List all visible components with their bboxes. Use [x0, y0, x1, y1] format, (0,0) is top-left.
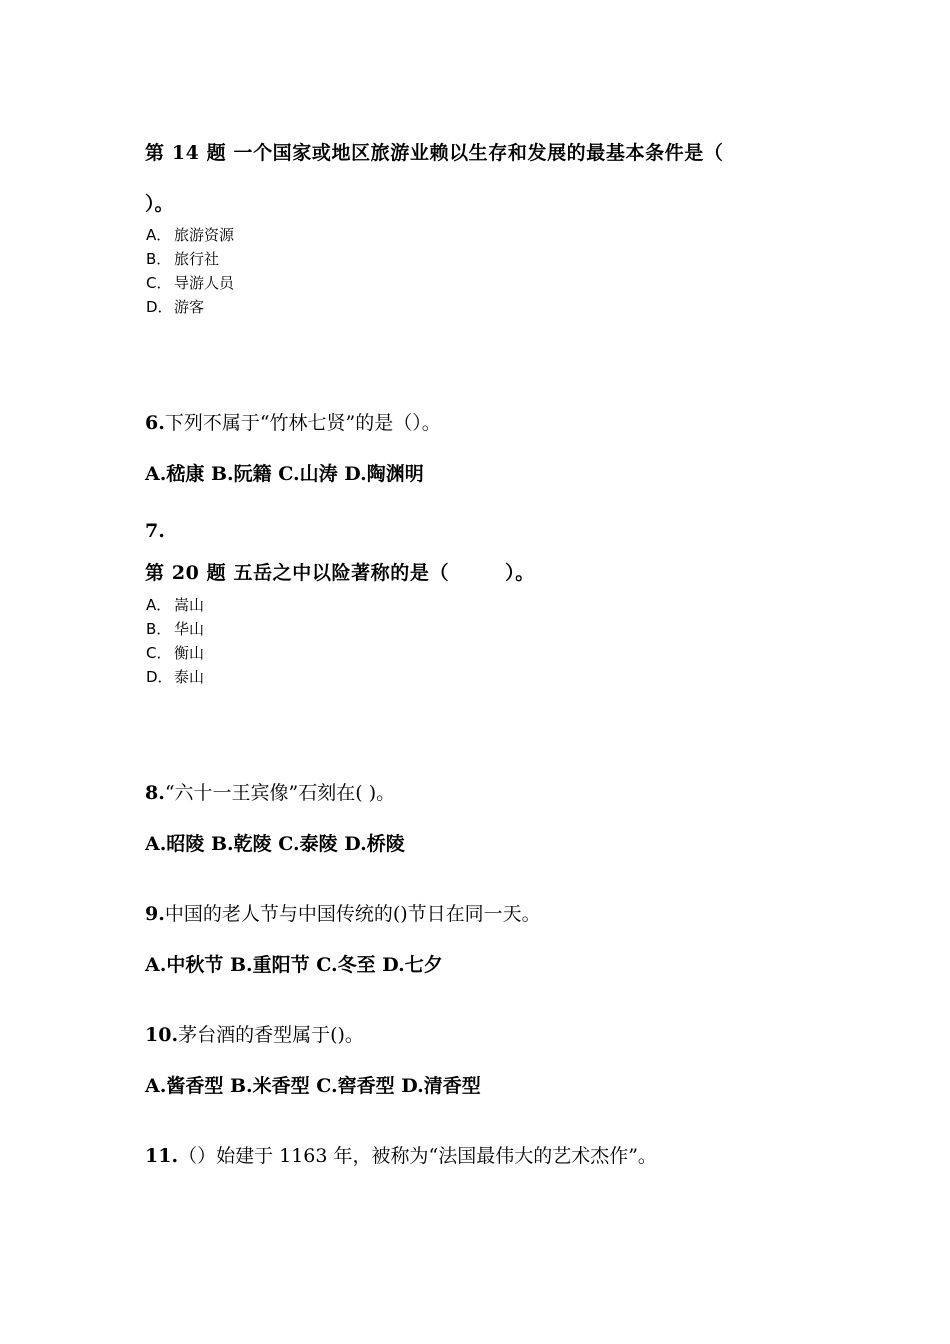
q14-option-d: D．游客 — [146, 298, 205, 316]
q14-option-b: B． 旅行社 — [146, 250, 220, 268]
q8-stem: 8.“六十一王宾像”石刻在( )。 — [145, 782, 396, 804]
q6-answer-options: A.嵇康 B.阮籍 C.山涛 D.陶渊明 — [145, 463, 424, 485]
q11-stem: 11.（）始建于 1163 年，被称为“法国最伟大的艺术杰作”。 — [145, 1145, 657, 1167]
q14-title-line2: ）。 — [145, 193, 174, 215]
q7-option-d: D．泰山 — [146, 668, 205, 686]
q14-option-a: A． 旅游资源 — [146, 226, 235, 244]
q14-option-c: C． 导游人员 — [146, 274, 235, 292]
q7-options — [146, 593, 204, 689]
q9-stem: 9.中国的老人节与中国传统的()节日在同一天。 — [145, 903, 541, 925]
q7-title: 第 20 题 五岳之中以险著称的是（ ）。 — [145, 562, 535, 584]
q7-option-a: A． 嵩山 — [146, 596, 205, 614]
q14-options — [146, 223, 234, 319]
q14-title-line1: 第 14 题 一个国家或地区旅游业赖以生存和发展的最基本条件是（ — [145, 142, 724, 164]
q10-answer-options: A.酱香型 B.米香型 C.窖香型 D.清香型 — [145, 1075, 481, 1097]
q9-answer-options: A.中秋节 B.重阳节 C.冬至 D.七夕 — [145, 954, 443, 976]
q7-option-c: C． 衡山 — [146, 644, 205, 662]
q7-number: 7. — [145, 520, 165, 542]
q7-option-b: B． 华山 — [146, 620, 205, 638]
q10-stem: 10.茅台酒的香型属于()。 — [145, 1024, 364, 1046]
q6-stem: 6.下列不属于“竹林七贤”的是（）。 — [145, 412, 441, 434]
q8-answer-options: A.昭陵 B.乾陵 C.泰陵 D.桥陵 — [145, 833, 405, 855]
